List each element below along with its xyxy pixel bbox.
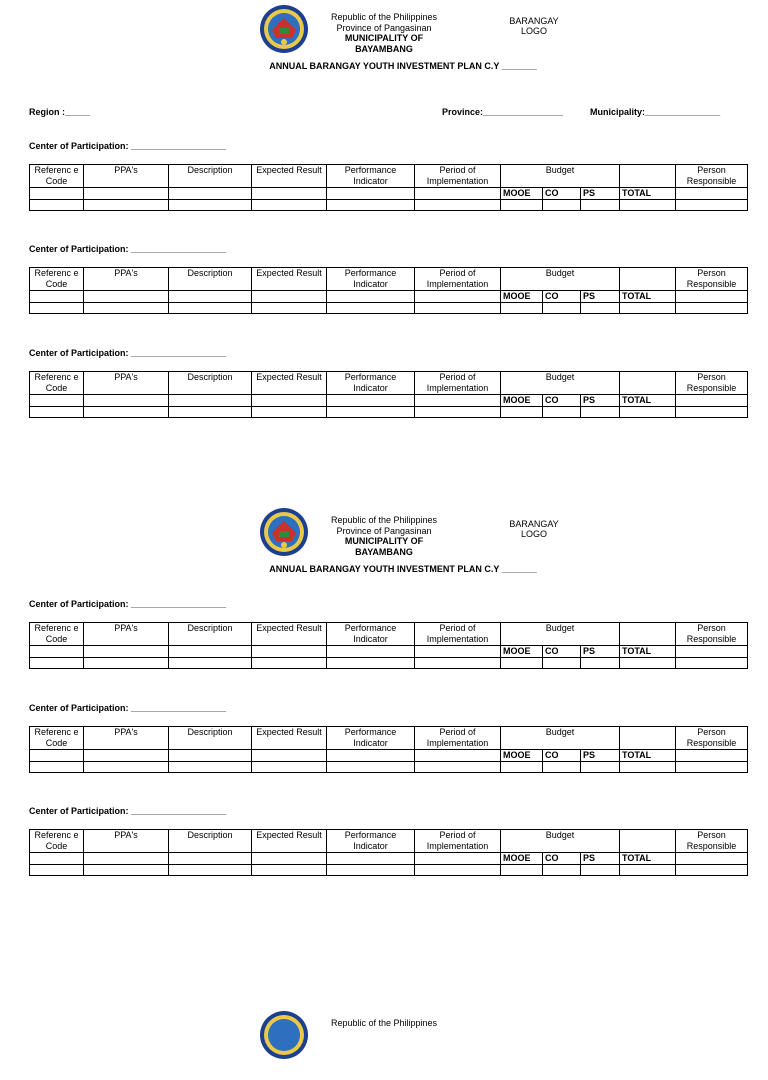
cell xyxy=(84,865,169,876)
cell xyxy=(84,658,169,669)
col-header-period: Period of Implementation xyxy=(415,727,501,750)
cell xyxy=(501,407,543,418)
cell xyxy=(84,750,169,762)
col-header-ppas: PPA's xyxy=(84,165,169,188)
budget-ps: PS xyxy=(581,188,620,200)
cell xyxy=(30,407,84,418)
province-line: Province of Pangasinan xyxy=(336,22,432,33)
investment-plan-table xyxy=(29,371,748,418)
cell xyxy=(30,853,84,865)
col-header-ppas: PPA's xyxy=(84,268,169,291)
col-header-ppas: PPA's xyxy=(84,372,169,395)
col-header-description: Description xyxy=(169,165,252,188)
col-header-performance-indicator: Performance Indicator xyxy=(327,830,415,853)
col-header-period: Period of Implementation xyxy=(415,268,501,291)
budget-co: CO xyxy=(543,750,581,762)
table-header-row xyxy=(30,268,748,290)
cell xyxy=(620,303,676,314)
cell xyxy=(84,762,169,773)
budget-co: CO xyxy=(543,291,581,303)
investment-plan-table xyxy=(29,164,748,211)
municipality-field: Municipality:_______________ xyxy=(590,107,721,117)
cell xyxy=(543,407,581,418)
cell xyxy=(620,865,676,876)
cell xyxy=(501,303,543,314)
col-header-performance-indicator: Performance Indicator xyxy=(327,165,415,188)
logo-text-1: BARANGAY xyxy=(509,16,559,26)
cell xyxy=(252,303,327,314)
municipal-seal-icon xyxy=(259,4,309,54)
cell xyxy=(84,303,169,314)
province-field: Province:________________ xyxy=(442,107,564,117)
header-address xyxy=(318,12,450,54)
barangay-logo-placeholder xyxy=(500,16,568,36)
cell xyxy=(84,646,169,658)
budget-ps: PS xyxy=(581,291,620,303)
budget-subheader-row xyxy=(30,750,748,762)
cell xyxy=(676,646,748,658)
col-header-expected-result: Expected Result xyxy=(252,372,327,395)
cell xyxy=(169,303,252,314)
cell xyxy=(620,762,676,773)
col-header-budget: Budget xyxy=(501,623,620,645)
budget-spacer xyxy=(620,268,676,290)
municipality-name: BAYAMBANG xyxy=(355,546,413,557)
cell xyxy=(415,303,501,314)
col-header-budget: Budget xyxy=(501,727,620,749)
col-header-reference-code: Referenc e Code xyxy=(30,165,84,188)
budget-mooe: MOOE xyxy=(501,188,543,200)
header-address xyxy=(318,1018,450,1029)
cell xyxy=(501,865,543,876)
logo-text-2: LOGO xyxy=(520,529,547,539)
col-header-reference-code: Referenc e Code xyxy=(30,830,84,853)
col-header-person-responsible: Person Responsible xyxy=(676,268,748,291)
budget-co: CO xyxy=(543,853,581,865)
cell xyxy=(169,188,252,200)
col-header-expected-result: Expected Result xyxy=(252,830,327,853)
col-header-performance-indicator: Performance Indicator xyxy=(327,623,415,646)
cell xyxy=(252,646,327,658)
cell xyxy=(30,658,84,669)
col-header-ppas: PPA's xyxy=(84,830,169,853)
budget-subheader-row xyxy=(30,646,748,658)
col-header-person-responsible: Person Responsible xyxy=(676,623,748,646)
col-header-person-responsible: Person Responsible xyxy=(676,372,748,395)
cell xyxy=(327,188,415,200)
investment-plan-table xyxy=(29,726,748,773)
cell xyxy=(415,762,501,773)
cell xyxy=(169,407,252,418)
cell xyxy=(169,291,252,303)
col-header-description: Description xyxy=(169,268,252,291)
cell xyxy=(327,658,415,669)
cell xyxy=(169,646,252,658)
budget-mooe: MOOE xyxy=(501,395,543,407)
col-header-ppas: PPA's xyxy=(84,727,169,750)
country-line: Republic of the Philippines xyxy=(330,515,438,525)
table-header-row xyxy=(30,830,748,852)
center-of-participation-label: Center of Participation: ___________________ xyxy=(29,244,227,254)
cell xyxy=(620,200,676,211)
municipality-name: BAYAMBANG xyxy=(355,43,413,54)
budget-mooe: MOOE xyxy=(501,853,543,865)
cell xyxy=(543,865,581,876)
cell xyxy=(252,407,327,418)
budget-mooe: MOOE xyxy=(501,646,543,658)
logo-text-2: LOGO xyxy=(520,26,547,36)
cell xyxy=(30,762,84,773)
cell xyxy=(676,200,748,211)
cell xyxy=(30,188,84,200)
cell xyxy=(30,750,84,762)
cell xyxy=(169,658,252,669)
region-field: Region :_____ xyxy=(29,107,91,117)
cell xyxy=(252,750,327,762)
cell xyxy=(252,762,327,773)
col-header-description: Description xyxy=(169,727,252,750)
col-header-ppas: PPA's xyxy=(84,623,169,646)
col-header-period: Period of Implementation xyxy=(415,372,501,395)
table-row xyxy=(30,658,748,669)
cell xyxy=(30,200,84,211)
header-address xyxy=(318,515,450,557)
cell xyxy=(84,291,169,303)
cell xyxy=(84,395,169,407)
table-row xyxy=(30,762,748,773)
cell xyxy=(543,303,581,314)
col-header-performance-indicator: Performance Indicator xyxy=(327,268,415,291)
cell xyxy=(327,200,415,211)
budget-spacer xyxy=(620,623,676,645)
cell xyxy=(252,853,327,865)
investment-plan-table xyxy=(29,267,748,314)
cell xyxy=(676,188,748,200)
cell xyxy=(30,395,84,407)
country-line: Republic of the Philippines xyxy=(330,1018,438,1028)
cell xyxy=(581,865,620,876)
center-of-participation-label: Center of Participation: ___________________ xyxy=(29,348,227,358)
investment-plan-table xyxy=(29,622,748,669)
cell xyxy=(415,188,501,200)
cell xyxy=(327,291,415,303)
cell xyxy=(30,303,84,314)
budget-total: TOTAL xyxy=(620,291,676,303)
page-header xyxy=(0,1010,768,1080)
cell xyxy=(84,407,169,418)
cell xyxy=(327,750,415,762)
table-header-row xyxy=(30,623,748,645)
cell xyxy=(620,407,676,418)
cell xyxy=(169,395,252,407)
cell xyxy=(252,865,327,876)
col-header-person-responsible: Person Responsible xyxy=(676,165,748,188)
document-title: ANNUAL BARANGAY YOUTH INVESTMENT PLAN C.Y _______ xyxy=(269,564,537,574)
cell xyxy=(543,762,581,773)
table-row xyxy=(30,303,748,314)
table-row xyxy=(30,407,748,418)
col-header-reference-code: Referenc e Code xyxy=(30,268,84,291)
cell xyxy=(169,762,252,773)
col-header-description: Description xyxy=(169,830,252,853)
col-header-expected-result: Expected Result xyxy=(252,268,327,291)
col-header-period: Period of Implementation xyxy=(415,623,501,646)
municipal-seal-icon xyxy=(259,507,309,557)
col-header-period: Period of Implementation xyxy=(415,830,501,853)
col-header-person-responsible: Person Responsible xyxy=(676,830,748,853)
cell xyxy=(169,750,252,762)
budget-co: CO xyxy=(543,395,581,407)
cell xyxy=(415,750,501,762)
col-header-reference-code: Referenc e Code xyxy=(30,727,84,750)
budget-total: TOTAL xyxy=(620,750,676,762)
budget-co: CO xyxy=(543,188,581,200)
col-header-person-responsible: Person Responsible xyxy=(676,727,748,750)
budget-ps: PS xyxy=(581,395,620,407)
budget-co: CO xyxy=(543,646,581,658)
center-of-participation-label: Center of Participation: ___________________ xyxy=(29,599,227,609)
cell xyxy=(415,646,501,658)
cell xyxy=(543,658,581,669)
budget-spacer xyxy=(620,372,676,394)
table-header-row xyxy=(30,727,748,749)
cell xyxy=(415,658,501,669)
cell xyxy=(543,200,581,211)
cell xyxy=(676,762,748,773)
col-header-description: Description xyxy=(169,372,252,395)
page-header xyxy=(0,507,768,577)
col-header-performance-indicator: Performance Indicator xyxy=(327,727,415,750)
cell xyxy=(676,658,748,669)
cell xyxy=(676,853,748,865)
center-of-participation-label: Center of Participation: ___________________ xyxy=(29,703,227,713)
cell xyxy=(581,762,620,773)
cell xyxy=(327,865,415,876)
cell xyxy=(252,291,327,303)
col-header-budget: Budget xyxy=(501,830,620,852)
table-row xyxy=(30,200,748,211)
budget-ps: PS xyxy=(581,646,620,658)
cell xyxy=(415,200,501,211)
cell xyxy=(169,865,252,876)
barangay-logo-placeholder xyxy=(500,519,568,539)
municipality-line: MUNICIPALITY OF xyxy=(344,33,424,43)
col-header-reference-code: Referenc e Code xyxy=(30,372,84,395)
budget-total: TOTAL xyxy=(620,853,676,865)
budget-subheader-row xyxy=(30,188,748,200)
cell xyxy=(327,303,415,314)
cell xyxy=(581,303,620,314)
col-header-reference-code: Referenc e Code xyxy=(30,623,84,646)
cell xyxy=(327,646,415,658)
cell xyxy=(30,646,84,658)
cell xyxy=(30,865,84,876)
col-header-expected-result: Expected Result xyxy=(252,165,327,188)
budget-subheader-row xyxy=(30,291,748,303)
budget-total: TOTAL xyxy=(620,188,676,200)
cell xyxy=(327,395,415,407)
center-of-participation-label: Center of Participation: ___________________ xyxy=(29,141,227,151)
col-header-period: Period of Implementation xyxy=(415,165,501,188)
budget-total: TOTAL xyxy=(620,646,676,658)
cell xyxy=(30,291,84,303)
cell xyxy=(252,395,327,407)
country-line: Republic of the Philippines xyxy=(330,12,438,22)
center-of-participation-label: Center of Participation: ___________________ xyxy=(29,806,227,816)
cell xyxy=(581,200,620,211)
page-header xyxy=(0,4,768,74)
cell xyxy=(415,291,501,303)
cell xyxy=(252,188,327,200)
cell xyxy=(327,407,415,418)
cell xyxy=(327,853,415,865)
municipality-line: MUNICIPALITY OF xyxy=(344,536,424,546)
budget-subheader-row xyxy=(30,395,748,407)
cell xyxy=(501,762,543,773)
cell xyxy=(620,658,676,669)
investment-plan-table xyxy=(29,829,748,876)
cell xyxy=(84,200,169,211)
cell xyxy=(501,658,543,669)
table-header-row xyxy=(30,372,748,394)
province-line: Province of Pangasinan xyxy=(336,525,432,536)
col-header-budget: Budget xyxy=(501,165,620,187)
budget-spacer xyxy=(620,165,676,187)
cell xyxy=(415,407,501,418)
cell xyxy=(415,865,501,876)
budget-spacer xyxy=(620,727,676,749)
cell xyxy=(676,865,748,876)
budget-ps: PS xyxy=(581,853,620,865)
cell xyxy=(581,658,620,669)
budget-spacer xyxy=(620,830,676,852)
cell xyxy=(84,853,169,865)
cell xyxy=(327,762,415,773)
budget-mooe: MOOE xyxy=(501,291,543,303)
col-header-description: Description xyxy=(169,623,252,646)
budget-ps: PS xyxy=(581,750,620,762)
col-header-budget: Budget xyxy=(501,268,620,290)
cell xyxy=(676,407,748,418)
municipal-seal-icon xyxy=(259,1010,309,1060)
col-header-performance-indicator: Performance Indicator xyxy=(327,372,415,395)
cell xyxy=(501,200,543,211)
budget-total: TOTAL xyxy=(620,395,676,407)
logo-text-1: BARANGAY xyxy=(509,519,559,529)
cell xyxy=(169,200,252,211)
table-header-row xyxy=(30,165,748,187)
cell xyxy=(84,188,169,200)
col-header-budget: Budget xyxy=(501,372,620,394)
cell xyxy=(676,303,748,314)
cell xyxy=(252,200,327,211)
cell xyxy=(169,853,252,865)
col-header-expected-result: Expected Result xyxy=(252,727,327,750)
cell xyxy=(676,395,748,407)
cell xyxy=(415,853,501,865)
cell xyxy=(676,291,748,303)
table-row xyxy=(30,865,748,876)
document-title: ANNUAL BARANGAY YOUTH INVESTMENT PLAN C.Y _______ xyxy=(269,61,537,71)
cell xyxy=(676,750,748,762)
budget-mooe: MOOE xyxy=(501,750,543,762)
cell xyxy=(581,407,620,418)
cell xyxy=(415,395,501,407)
budget-subheader-row xyxy=(30,853,748,865)
col-header-expected-result: Expected Result xyxy=(252,623,327,646)
cell xyxy=(252,658,327,669)
